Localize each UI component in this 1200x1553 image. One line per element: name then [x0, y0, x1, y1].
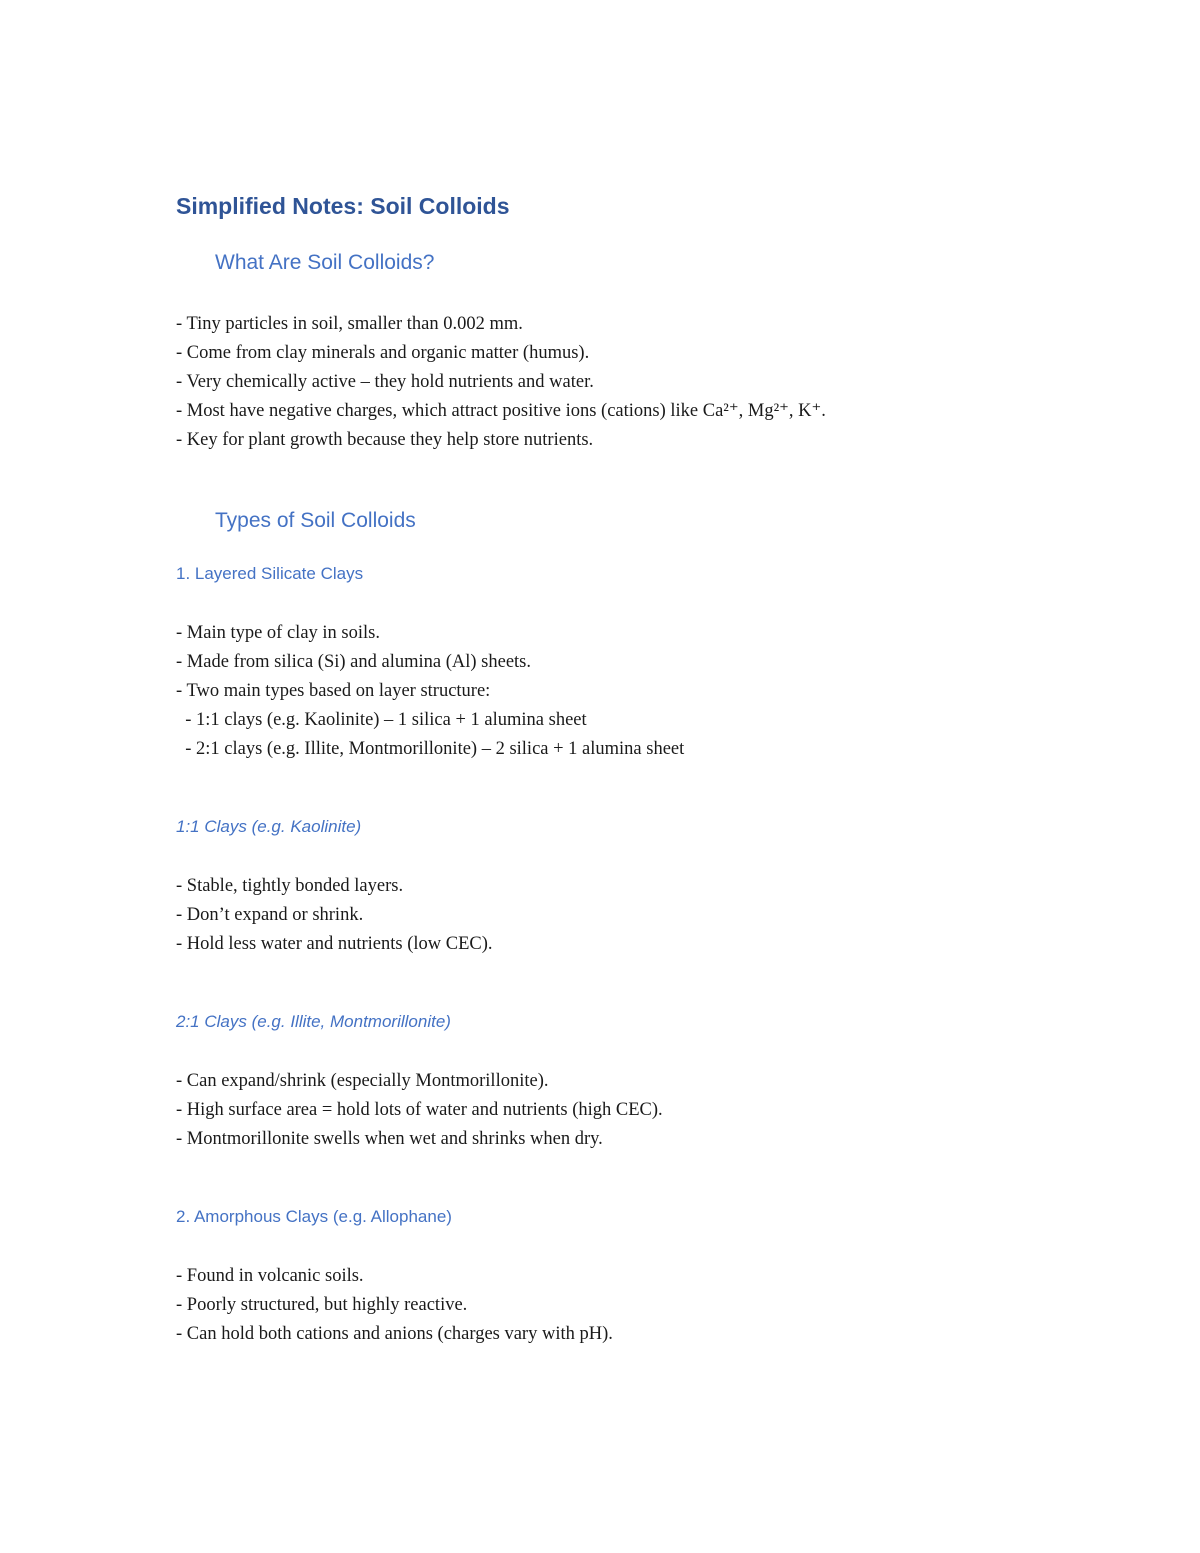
- list-item: - Main type of clay in soils.: [176, 623, 380, 643]
- list-item: - Most have negative charges, which attract positive ions (cations) like Ca²⁺, Mg²⁺, K⁺.: [176, 401, 826, 421]
- clays-1-1-list: [176, 872, 493, 959]
- what-are-colloids-list: [176, 310, 826, 455]
- list-item: - Can expand/shrink (especially Montmorillonite).: [176, 1071, 549, 1091]
- list-item: - Key for plant growth because they help store nutrients.: [176, 430, 594, 450]
- list-item: - Hold less water and nutrients (low CEC).: [176, 934, 493, 954]
- amorphous-clays-list: [176, 1262, 613, 1349]
- clays-2-1-list: [176, 1067, 663, 1154]
- list-item: - Don’t expand or shrink.: [176, 905, 364, 925]
- list-item: - Very chemically active – they hold nutrients and water.: [176, 372, 594, 392]
- layered-silicate-list: [176, 619, 684, 764]
- list-item: - Can hold both cations and anions (charges vary with pH).: [176, 1324, 613, 1344]
- list-item: - High surface area = hold lots of water and nutrients (high CEC).: [176, 1100, 663, 1120]
- document-title: Simplified Notes: Soil Colloids: [176, 193, 510, 219]
- list-item: - Come from clay minerals and organic matter (humus).: [176, 343, 590, 363]
- list-item: - Tiny particles in soil, smaller than 0.002 mm.: [176, 314, 523, 334]
- heading-layered-silicate-clays: 1. Layered Silicate Clays: [176, 564, 364, 583]
- list-item: - Stable, tightly bonded layers.: [176, 876, 404, 896]
- heading-types-of-soil-colloids: Types of Soil Colloids: [215, 509, 416, 532]
- heading-1-1-clays: 1:1 Clays (e.g. Kaolinite): [176, 817, 362, 836]
- list-item: - Poorly structured, but highly reactive.: [176, 1295, 468, 1315]
- list-item: - 2:1 clays (e.g. Illite, Montmorillonite) – 2 silica + 1 alumina sheet: [176, 739, 685, 759]
- list-item: - Found in volcanic soils.: [176, 1266, 364, 1286]
- heading-2-1-clays: 2:1 Clays (e.g. Illite, Montmorillonite): [176, 1012, 451, 1031]
- heading-what-are-soil-colloids: What Are Soil Colloids?: [215, 251, 435, 274]
- list-item: - Montmorillonite swells when wet and shrinks when dry.: [176, 1129, 603, 1149]
- list-item: - Made from silica (Si) and alumina (Al) sheets.: [176, 652, 531, 672]
- list-item: - 1:1 clays (e.g. Kaolinite) – 1 silica + 1 alumina sheet: [176, 710, 587, 730]
- list-item: - Two main types based on layer structure:: [176, 681, 491, 701]
- heading-amorphous-clays: 2. Amorphous Clays (e.g. Allophane): [176, 1207, 452, 1226]
